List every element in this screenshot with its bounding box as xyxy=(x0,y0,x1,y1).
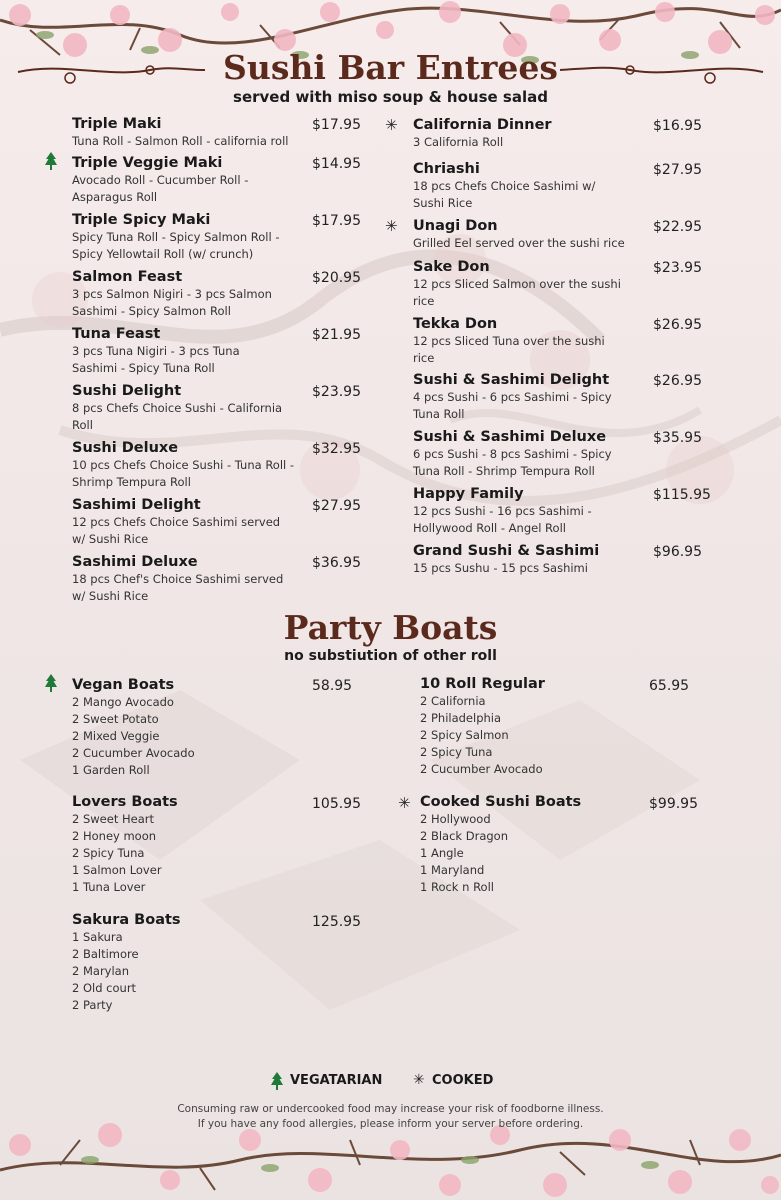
entree-item xyxy=(413,117,552,151)
entree-item xyxy=(413,316,605,367)
tree-icon xyxy=(44,152,58,172)
item-price: $35.95 xyxy=(653,430,702,446)
item-description: Tuna Roll - Salmon Roll - california roll xyxy=(72,134,289,148)
entree-item xyxy=(72,383,282,434)
item-name: Sashimi Delight xyxy=(72,497,201,513)
entree-item xyxy=(413,259,621,310)
item-name: Sushi & Sashimi Deluxe xyxy=(413,429,607,445)
item-description: 2 Mango Avocado 2 Sweet Potato 2 Mixed Veggie 2 Cucumber Avocado 1 Garden Roll xyxy=(72,695,195,777)
entree-item xyxy=(413,543,599,577)
item-price: $22.95 xyxy=(653,219,702,235)
entree-item xyxy=(413,161,595,212)
entree-item xyxy=(72,269,272,320)
item-price: $21.95 xyxy=(312,327,361,343)
item-description: 15 pcs Sushu - 15 pcs Sashimi xyxy=(413,561,588,575)
item-description: 2 Hollywood 2 Black Dragon 1 Angle 1 Maryland 1 Rock n Roll xyxy=(420,812,508,894)
item-description: 3 California Roll xyxy=(413,135,504,149)
item-description: Avocado Roll - Cucumber Roll - Asparagus Roll xyxy=(72,173,249,204)
disclaimer xyxy=(0,1102,781,1132)
item-description: 18 pcs Chefs Choice Sashimi w/ Sushi Rice xyxy=(413,179,596,210)
item-name: Sakura Boats xyxy=(72,912,181,928)
item-price: 58.95 xyxy=(312,678,353,694)
item-description: 3 pcs Tuna Nigiri - 3 pcs Tuna Sashimi - Spicy Tuna Roll xyxy=(72,344,240,375)
asterisk-icon: ✳ xyxy=(413,1072,425,1088)
asterisk-icon: ✳ xyxy=(385,217,398,235)
item-description: 12 pcs Sliced Salmon over the sushi rice xyxy=(413,277,621,308)
entree-item xyxy=(72,326,240,377)
tree-icon xyxy=(270,1072,284,1092)
boats-title: Party Boats xyxy=(283,608,498,647)
item-description: 10 pcs Chefs Choice Sushi - Tuna Roll - Shrimp Tempura Roll xyxy=(72,458,295,489)
item-price: $20.95 xyxy=(312,270,361,286)
item-name: Triple Veggie Maki xyxy=(72,155,223,171)
item-name: Sushi Deluxe xyxy=(72,440,179,456)
entrees-subtitle: served with miso soup & house salad xyxy=(233,88,548,106)
item-description: 12 pcs Sliced Tuna over the sushi rice xyxy=(413,334,605,365)
disclaimer-line: If you have any food allergies, please inform your server before ordering. xyxy=(197,1118,584,1130)
item-description: 18 pcs Chef's Choice Sashimi served w/ Sushi Rice xyxy=(72,572,284,603)
boat-item xyxy=(72,677,195,779)
item-price: $27.95 xyxy=(653,162,702,178)
item-name: Triple Spicy Maki xyxy=(72,212,211,228)
item-price: $115.95 xyxy=(653,487,711,503)
boat-item xyxy=(420,676,545,778)
item-name: 10 Roll Regular xyxy=(420,676,545,692)
item-name: Salmon Feast xyxy=(72,269,183,285)
item-price: $26.95 xyxy=(653,317,702,333)
item-description: Spicy Tuna Roll - Spicy Salmon Roll - Spicy Yellowtail Roll (w/ crunch) xyxy=(72,230,280,261)
item-price: $16.95 xyxy=(653,118,702,134)
item-description: 12 pcs Sushi - 16 pcs Sashimi - Hollywood Roll - Angel Roll xyxy=(413,504,592,535)
entree-item xyxy=(413,372,612,423)
asterisk-icon: ✳ xyxy=(398,794,411,812)
tree-icon xyxy=(44,674,58,694)
item-description: 4 pcs Sushi - 6 pcs Sashimi - Spicy Tuna Roll xyxy=(413,390,612,421)
boats-subtitle: no substiution of other roll xyxy=(284,648,497,664)
item-description: 2 Sweet Heart 2 Honey moon 2 Spicy Tuna 1 Salmon Lover 1 Tuna Lover xyxy=(72,812,162,894)
item-price: $23.95 xyxy=(312,384,361,400)
item-description: Grilled Eel served over the sushi rice xyxy=(413,236,625,250)
entree-item xyxy=(72,497,280,548)
item-name: Grand Sushi & Sashimi xyxy=(413,543,600,559)
item-price: $27.95 xyxy=(312,498,361,514)
entree-item xyxy=(72,155,248,206)
item-price: $99.95 xyxy=(649,796,698,812)
item-name: Sashimi Deluxe xyxy=(72,554,198,570)
item-name: Tekka Don xyxy=(413,316,498,332)
item-name: Chriashi xyxy=(413,161,480,177)
item-name: Happy Family xyxy=(413,486,524,502)
item-price: $26.95 xyxy=(653,373,702,389)
item-name: Lovers Boats xyxy=(72,794,178,810)
entree-item xyxy=(72,554,283,605)
legend-cooked: COOKED xyxy=(432,1073,494,1088)
entree-item xyxy=(72,440,294,491)
disclaimer-line: Consuming raw or undercooked food may increase your risk of foodborne illness. xyxy=(177,1103,604,1115)
asterisk-icon: ✳ xyxy=(385,116,398,134)
item-description: 6 pcs Sushi - 8 pcs Sashimi - Spicy Tuna Roll - Shrimp Tempura Roll xyxy=(413,447,612,478)
item-price: $96.95 xyxy=(653,544,702,560)
entree-item xyxy=(413,218,625,252)
entree-item xyxy=(72,212,280,263)
item-name: Cooked Sushi Boats xyxy=(420,794,582,810)
item-name: Sake Don xyxy=(413,259,490,275)
item-name: Triple Maki xyxy=(72,116,162,132)
item-description: 12 pcs Chefs Choice Sashimi served w/ Sushi Rice xyxy=(72,515,281,546)
item-price: 65.95 xyxy=(649,678,690,694)
item-name: Sushi & Sashimi Delight xyxy=(413,372,610,388)
legend-vegetarian: VEGATARIAN xyxy=(290,1073,383,1088)
item-name: Sushi Delight xyxy=(72,383,182,399)
item-description: 8 pcs Chefs Choice Sushi - California Roll xyxy=(72,401,283,432)
item-description: 2 California 2 Philadelphia 2 Spicy Salmon 2 Spicy Tuna 2 Cucumber Avocado xyxy=(420,694,543,776)
item-name: Vegan Boats xyxy=(72,677,175,693)
item-description: 3 pcs Salmon Nigiri - 3 pcs Salmon Sashimi - Spicy Salmon Roll xyxy=(72,287,272,318)
item-price: 105.95 xyxy=(312,796,361,812)
item-name: Tuna Feast xyxy=(72,326,161,342)
item-name: Unagi Don xyxy=(413,218,498,234)
entrees-title: Sushi Bar Entrees xyxy=(223,48,558,87)
item-price: $36.95 xyxy=(312,555,361,571)
item-price: $14.95 xyxy=(312,156,361,172)
boat-item xyxy=(72,912,181,1014)
item-price: 125.95 xyxy=(312,914,361,930)
item-price: $17.95 xyxy=(312,117,361,133)
entree-item xyxy=(72,116,288,150)
item-price: $32.95 xyxy=(312,441,361,457)
boat-item xyxy=(72,794,178,896)
entree-item xyxy=(413,429,612,480)
boat-item xyxy=(420,794,581,896)
item-name: California Dinner xyxy=(413,117,552,133)
item-price: $23.95 xyxy=(653,260,702,276)
entree-item xyxy=(413,486,592,537)
item-description: 1 Sakura 2 Baltimore 2 Marylan 2 Old court 2 Party xyxy=(72,930,139,1012)
item-price: $17.95 xyxy=(312,213,361,229)
